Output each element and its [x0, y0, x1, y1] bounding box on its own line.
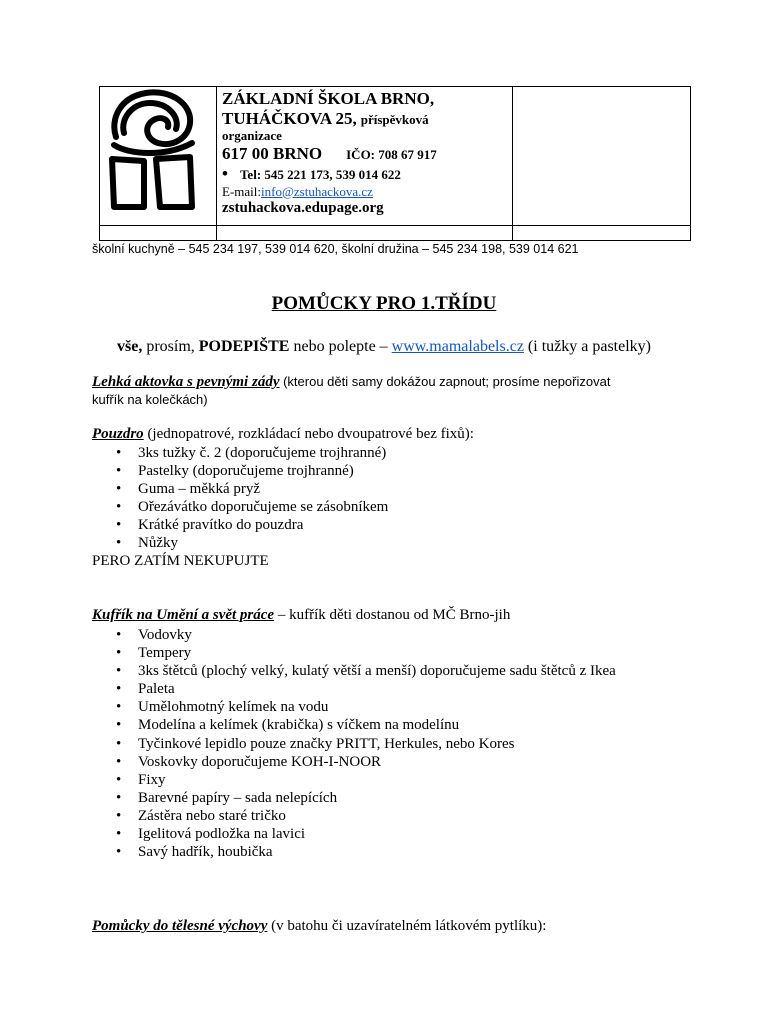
list-item: • Paleta — [92, 680, 616, 698]
school-city: 617 00 BRNO IČO: 708 67 917 — [222, 143, 437, 163]
list-item: • Modelína a kelímek (krabička) s víčkem na modelínu — [92, 716, 616, 734]
section-pouzdro-heading: Pouzdro (jednopatrové, rozkládací nebo dvoupatrové bez fixů): — [92, 426, 474, 442]
list-item: • Igelitová podložka na lavici — [92, 825, 616, 843]
ico-number: IČO: 708 67 917 — [346, 146, 437, 162]
list-item: • Guma – měkká pryž — [92, 480, 388, 498]
school-email: E-mail:info@zstuhackova.cz — [222, 183, 373, 199]
section-aktovka-note: kufřík na kolečkách) — [92, 392, 208, 407]
list-item: • Tempery — [92, 644, 616, 662]
contacts-line: školní kuchyně – 545 234 197, 539 014 620, školní družina – 545 234 198, 539 014 621 — [92, 242, 579, 256]
school-phone: • Tel: 545 221 173, 539 014 622 — [222, 164, 401, 184]
school-type: organizace — [222, 127, 282, 143]
section-kufrik-heading: Kufřík na Umění a svět práce – kufřík děti dostanou od MČ Brno-jih — [92, 607, 511, 623]
list-item: • Tyčinkové lepidlo pouze značky PRITT, Herkules, nebo Kores — [92, 735, 616, 753]
email-link[interactable]: info@zstuhackova.cz — [261, 183, 373, 199]
kufrik-list — [92, 626, 616, 861]
page-title: POMŮCKY PRO 1.TŘÍDU — [271, 293, 497, 314]
list-item: • Barevné papíry – sada nelepících — [92, 789, 616, 807]
mamalabels-link[interactable]: www.mamalabels.cz — [391, 338, 524, 355]
list-item: • Krátké pravítko do pouzdra — [92, 516, 388, 534]
school-logo-icon — [106, 89, 198, 211]
list-item: • Nůžky — [92, 534, 388, 552]
pouzdro-list — [92, 444, 388, 553]
school-name: ZÁKLADNÍ ŠKOLA BRNO, — [222, 89, 435, 108]
list-item: • Umělohmotný kelímek na vodu — [92, 698, 616, 716]
school-website: zstuhackova.edupage.org — [222, 199, 384, 216]
pero-note: PERO ZATÍM NEKUPUJTE — [92, 553, 269, 569]
list-item: • Pastelky (doporučujeme trojhranné) — [92, 462, 388, 480]
section-aktovka-heading: Lehká aktovka s pevnými zády (kterou děti samy dokážou zapnout; prosíme nepořizovat — [92, 374, 611, 390]
list-item: • Savý hadřík, houbička — [92, 843, 616, 861]
header-table — [99, 86, 691, 241]
list-item: • Vodovky — [92, 626, 616, 644]
list-item: • Ořezávátko doporučujeme se zásobníkem — [92, 498, 388, 516]
list-item: • 3ks tužky č. 2 (doporučujeme trojhranné) — [92, 444, 388, 462]
list-item: • 3ks štětců (plochý velký, kulatý větší a menší) doporučujeme sadu štětců z Ikea — [92, 662, 616, 680]
table-divider — [512, 87, 513, 240]
table-divider — [216, 87, 217, 240]
section-telocvik-heading: Pomůcky do tělesné výchovy (v batohu či uzavíratelném látkovém pytlíku): — [92, 918, 547, 934]
list-item: • Zástěra nebo staré tričko — [92, 807, 616, 825]
table-divider — [100, 225, 690, 226]
list-item: • Fixy — [92, 771, 616, 789]
subtitle: vše, prosím, PODEPIŠTE nebo polepte – www.mamalabels.cz (i tužky a pastelky) — [117, 338, 651, 355]
school-info — [222, 89, 512, 217]
list-item: • Voskovky doporučujeme KOH-I-NOOR — [92, 753, 616, 771]
school-address: TUHÁČKOVA 25, příspěvková — [222, 108, 429, 128]
